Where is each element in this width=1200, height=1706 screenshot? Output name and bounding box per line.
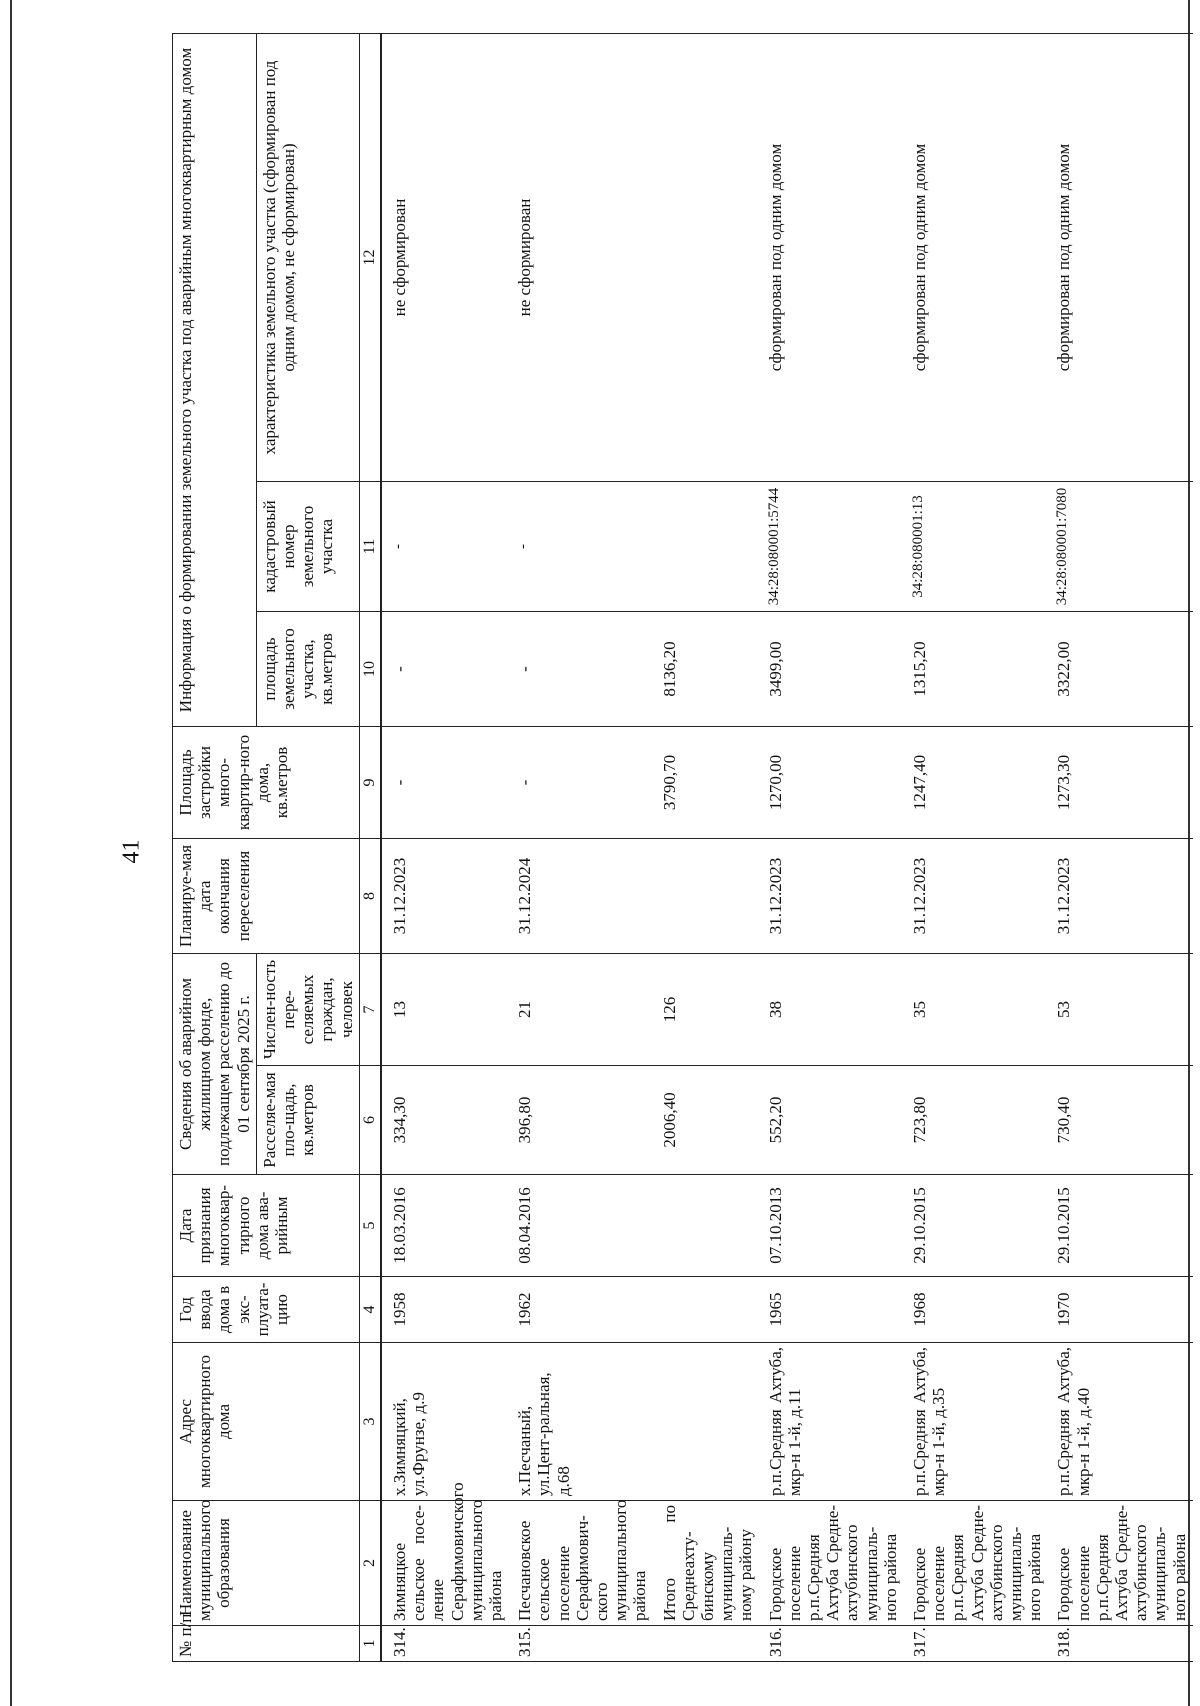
- header-year: Год ввода дома в экс-плуата-цию: [173, 1277, 360, 1343]
- building-area: -: [509, 727, 653, 839]
- page-number: 41: [118, 839, 145, 864]
- municipality: Итого по Среднеахту-бинскому муниципаль-ному району: [654, 1501, 760, 1626]
- land-characteristic: сформирован под одним домом: [1048, 33, 1192, 481]
- header-number: № п/п: [173, 1626, 360, 1662]
- row-number: 315.: [509, 1626, 653, 1662]
- municipality: Зимняцкое сельское посе-ление Серафимовичского муниципального района: [381, 1501, 509, 1626]
- header-land-area: площадь земельного участка, кв.метров: [256, 612, 359, 727]
- col-number: 9: [359, 727, 381, 839]
- header-cadastral-number: кадастровый номер земельного участка: [256, 482, 359, 612]
- building-area: 1270,00: [760, 727, 904, 839]
- table-row: [381, 33, 509, 1661]
- table-row: [509, 33, 653, 1661]
- cadastral-number: [654, 482, 760, 612]
- year: 1968: [904, 1277, 1048, 1343]
- header-resettled-area: Расселяе-мая пло-щадь, кв.метров: [256, 1066, 359, 1175]
- recognition-date: 07.10.2013: [760, 1175, 904, 1277]
- resettled-area: 334,30: [381, 1066, 509, 1175]
- header-planned-date: Планируе-мая дата окончания переселения: [173, 839, 360, 954]
- building-area: 1247,40: [904, 727, 1048, 839]
- address: р.п.Средняя Ахтуба, мкр-н 1-й, д.11: [760, 1343, 904, 1501]
- building-area: -: [381, 727, 509, 839]
- table-row: [904, 33, 1048, 1661]
- table-row-total: [654, 33, 760, 1661]
- row-number: 314.: [381, 1626, 509, 1662]
- table-row: [1048, 33, 1192, 1661]
- land-area: 8136,20: [654, 612, 760, 727]
- col-number: 10: [359, 612, 381, 727]
- scan-left-edge: [10, 0, 12, 1706]
- resettled-people: 13: [381, 954, 509, 1066]
- land-area: -: [381, 612, 509, 727]
- resettled-area: 730,40: [1048, 1066, 1192, 1175]
- col-number: 7: [359, 954, 381, 1066]
- land-characteristic: [654, 33, 760, 481]
- resettled-people: 38: [760, 954, 904, 1066]
- year: 1970: [1048, 1277, 1192, 1343]
- cadastral-number: 34:28:080001:13: [904, 482, 1048, 612]
- land-characteristic: не сформирован: [509, 33, 653, 481]
- municipality: Песчановское сельское поселение Серафимович-ского муниципального района: [509, 1501, 653, 1626]
- year: 1965: [760, 1277, 904, 1343]
- planned-date: 31.12.2024: [509, 839, 653, 954]
- col-number: 5: [359, 1175, 381, 1277]
- col-number: 8: [359, 839, 381, 954]
- emergency-housing-table: [172, 33, 1193, 1662]
- header-building-area: Площадь застройки много-квартир-ного дома, кв.метров: [173, 727, 360, 839]
- land-area: 3499,00: [760, 612, 904, 727]
- municipality: Городское поселение р.п.Средняя Ахтуба Средне-ахтубинского муниципаль-ного района: [904, 1501, 1048, 1626]
- land-area: -: [509, 612, 653, 727]
- municipality: Городское поселение р.п.Средняя Ахтуба Средне-ахтубинского муниципаль-ного района: [1048, 1501, 1192, 1626]
- building-area: 3790,70: [654, 727, 760, 839]
- header-group-emergency-fund: Сведения об аварийном жилищном фонде, подлежащем расселению до 01 сентября 2025 г.: [173, 954, 257, 1175]
- header-land-characteristic: характеристика земельного участка (сформирован под одним домом, не сформирован): [256, 33, 359, 481]
- land-characteristic: не сформирован: [381, 33, 509, 481]
- resettled-area: 396,80: [509, 1066, 653, 1175]
- recognition-date: 29.10.2015: [1048, 1175, 1192, 1277]
- cadastral-number: 34:28:080001:7080: [1048, 482, 1192, 612]
- resettled-people: 53: [1048, 954, 1192, 1066]
- land-area: 3322,00: [1048, 612, 1192, 727]
- address: р.п.Средняя Ахтуба, мкр-н 1-й, д.35: [904, 1343, 1048, 1501]
- col-number: 1: [359, 1626, 381, 1662]
- planned-date: 31.12.2023: [1048, 839, 1192, 954]
- col-number: 4: [359, 1277, 381, 1343]
- row-number: 318.: [1048, 1626, 1192, 1662]
- resettled-people: 21: [509, 954, 653, 1066]
- header-resettled-people: Числен-ность пере-селяемых граждан, человек: [256, 954, 359, 1066]
- row-number: 317.: [904, 1626, 1048, 1662]
- land-characteristic: сформирован под одним домом: [760, 33, 904, 481]
- resettled-people: 126: [654, 954, 760, 1066]
- land-characteristic: сформирован под одним домом: [904, 33, 1048, 481]
- table-rotated-wrapper: [172, 34, 1189, 1662]
- col-number: 12: [359, 33, 381, 481]
- resettled-area: 723,80: [904, 1066, 1048, 1175]
- recognition-date: 08.04.2016: [509, 1175, 653, 1277]
- resettled-people: 35: [904, 954, 1048, 1066]
- table-row: [760, 33, 904, 1661]
- col-number: 3: [359, 1343, 381, 1501]
- address: р.п.Средняя Ахтуба, мкр-н 1-й, д.40: [1048, 1343, 1192, 1501]
- resettled-area: 2006,40: [654, 1066, 760, 1175]
- building-area: 1273,30: [1048, 727, 1192, 839]
- planned-date: 31.12.2023: [760, 839, 904, 954]
- address: х.Зимняцкий, ул.Фрунзе, д.9: [381, 1343, 509, 1501]
- col-number: 6: [359, 1066, 381, 1175]
- row-number: [654, 1626, 760, 1662]
- planned-date: 31.12.2023: [904, 839, 1048, 954]
- land-area: 1315,20: [904, 612, 1048, 727]
- column-number-row: [359, 33, 381, 1661]
- header-municipality: Наименование муниципального образования: [173, 1501, 360, 1626]
- recognition-date: [654, 1175, 760, 1277]
- year: 1958: [381, 1277, 509, 1343]
- planned-date: [654, 839, 760, 954]
- cadastral-number: -: [381, 482, 509, 612]
- header-recognition-date: Дата признания многоквар-тирного дома ава-рийным: [173, 1175, 360, 1277]
- municipality: Городское поселение р.п.Средняя Ахтуба Средне-ахтубинского муниципаль-ного района: [760, 1501, 904, 1626]
- resettled-area: 552,20: [760, 1066, 904, 1175]
- recognition-date: 18.03.2016: [381, 1175, 509, 1277]
- col-number: 11: [359, 482, 381, 612]
- planned-date: 31.12.2023: [381, 839, 509, 954]
- col-number: 2: [359, 1501, 381, 1626]
- header-group-land-plot: Информация о формировании земельного участка под аварийным многоквартирным домом: [173, 33, 257, 726]
- row-number: 316.: [760, 1626, 904, 1662]
- year: [654, 1277, 760, 1343]
- cadastral-number: -: [509, 482, 653, 612]
- header-address: Адрес многоквартирного дома: [173, 1343, 360, 1501]
- year: 1962: [509, 1277, 653, 1343]
- address: [654, 1343, 760, 1501]
- address: х.Песчаный, ул.Цент-ральная, д.68: [509, 1343, 653, 1501]
- cadastral-number: 34:28:080001:5744: [760, 482, 904, 612]
- recognition-date: 29.10.2015: [904, 1175, 1048, 1277]
